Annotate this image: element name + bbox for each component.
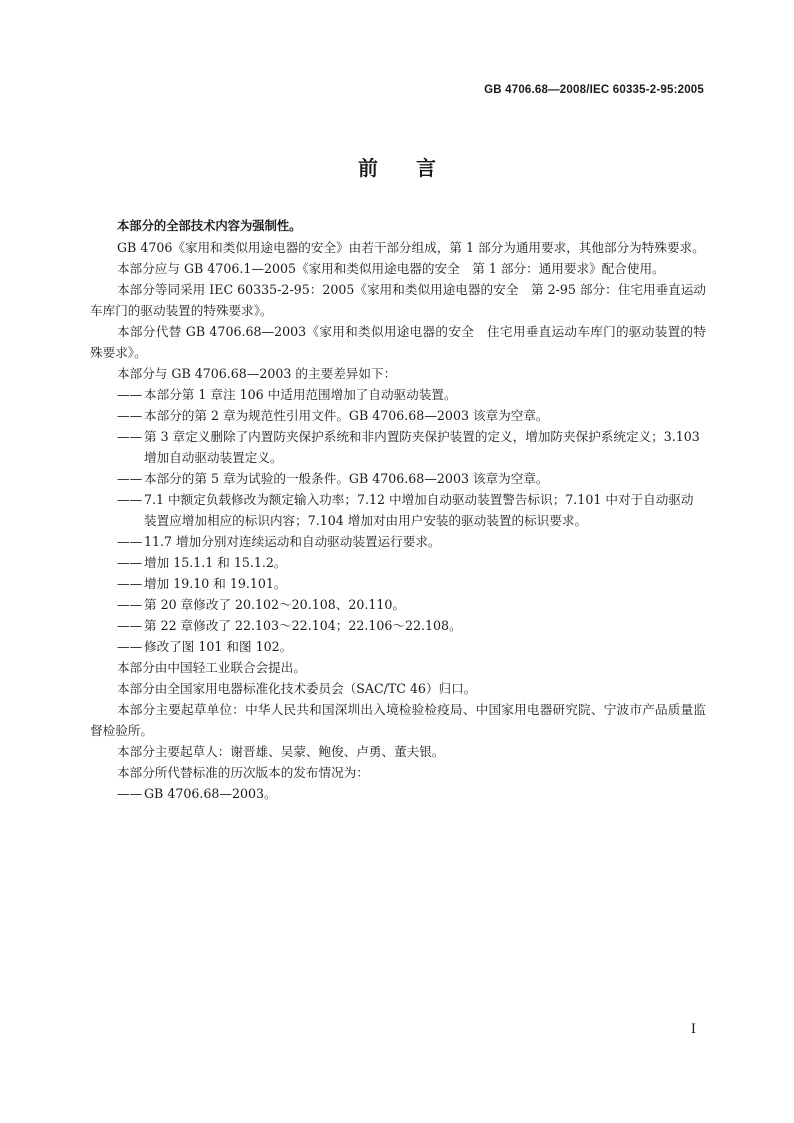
list-item-text: 本部分的第 2 章为规范性引用文件。GB 4706.68—2003 该章为空章。 <box>144 408 549 423</box>
paragraph: 本部分主要起草单位：中华人民共和国深圳出入境检验检疫局、中国家用电器研究院、宁波市产品质量监督检验所。 <box>90 702 706 738</box>
dash-marker: —— <box>117 471 143 486</box>
list-item <box>90 594 706 615</box>
list-item-text: 修改了图 101 和图 102。 <box>144 639 293 654</box>
paragraph: 本部分由中国轻工业联合会提出。 <box>117 660 306 675</box>
list-item <box>90 573 706 594</box>
list-item-text: 第 22 章修改了 22.103～22.104；22.106～22.108。 <box>144 618 462 633</box>
list-item <box>90 636 706 657</box>
list-item <box>90 615 706 636</box>
paragraph: 本部分由全国家用电器标准化技术委员会（SAC/TC 46）归口。 <box>117 681 477 696</box>
dash-marker: —— <box>117 387 143 402</box>
list-item-text: 第 20 章修改了 20.102～20.108、20.110。 <box>144 597 405 612</box>
list-item <box>90 783 706 804</box>
paragraph: 本部分与 GB 4706.68—2003 的主要差异如下： <box>117 366 397 381</box>
paragraph: 本部分主要起草人：谢晋雄、吴蒙、鲍俊、卢勇、董夫银。 <box>117 744 445 759</box>
paragraph: 本部分代替 GB 4706.68—2003《家用和类似用途电器的安全 住宅用垂直运动车库门的驱动装置的特殊要求》。 <box>90 324 706 360</box>
mandatory-statement: 本部分的全部技术内容为强制性。 <box>117 219 302 233</box>
page-title: 前言 <box>358 156 474 180</box>
list-item-text: 第 3 章定义删除了内置防夹保护系统和非内置防夹保护装置的定义，增加防夹保护系统定义；3.103 增加自动驱动装置定义。 <box>144 429 700 465</box>
list-item-text: 本部分的第 5 章为试验的一般条件。GB 4706.68—2003 该章为空章。 <box>144 471 549 486</box>
list-item <box>90 384 706 405</box>
list-item <box>90 405 706 426</box>
list-item-text: 7.1 中额定负载修改为额定输入功率；7.12 中增加自动驱动装置警告标识；7.101 中对于自动驱动装置应增加相应的标识内容；7.104 增加对由用户安装的驱动装置的标识要求。 <box>144 492 694 528</box>
document-body <box>90 216 706 804</box>
paragraph: 本部分所代替标准的历次版本的发布情况为： <box>117 765 369 780</box>
dash-marker: —— <box>117 576 143 591</box>
list-item <box>90 426 706 468</box>
standard-code: GB 4706.68—2008/IEC 60335-2-95:2005 <box>484 84 704 96</box>
list-item <box>90 489 706 531</box>
dash-marker: —— <box>117 597 143 612</box>
list-item-text: 增加 19.10 和 19.101。 <box>144 576 287 591</box>
dash-marker: —— <box>117 639 143 654</box>
list-item-text: 11.7 增加分别对连续运动和自动驱动装置运行要求。 <box>144 534 441 549</box>
dash-marker: —— <box>117 786 143 801</box>
paragraph: 本部分等同采用 IEC 60335-2-95：2005《家用和类似用途电器的安全 第 2-95 部分：住宅用垂直运动车库门的驱动装置的特殊要求》。 <box>90 282 706 318</box>
dash-marker: —— <box>117 429 143 444</box>
list-item <box>90 552 706 573</box>
list-item <box>90 468 706 489</box>
dash-marker: —— <box>117 408 143 423</box>
page-number: I <box>690 1022 696 1037</box>
paragraph: 本部分应与 GB 4706.1—2005《家用和类似用途电器的安全 第 1 部分：通用要求》配合使用。 <box>117 261 665 276</box>
dash-marker: —— <box>117 492 143 507</box>
list-item <box>90 531 706 552</box>
dash-marker: —— <box>117 555 143 570</box>
dash-marker: —— <box>117 534 143 549</box>
list-item-text: GB 4706.68—2003。 <box>144 786 277 801</box>
list-item-text: 本部分第 1 章注 106 中适用范围增加了自动驱动装置。 <box>144 387 457 402</box>
dash-marker: —— <box>117 618 143 633</box>
list-item-text: 增加 15.1.1 和 15.1.2。 <box>144 555 287 570</box>
paragraph: GB 4706《家用和类似用途电器的安全》由若干部分组成，第 1 部分为通用要求，其他部分为特殊要求。 <box>117 240 705 255</box>
